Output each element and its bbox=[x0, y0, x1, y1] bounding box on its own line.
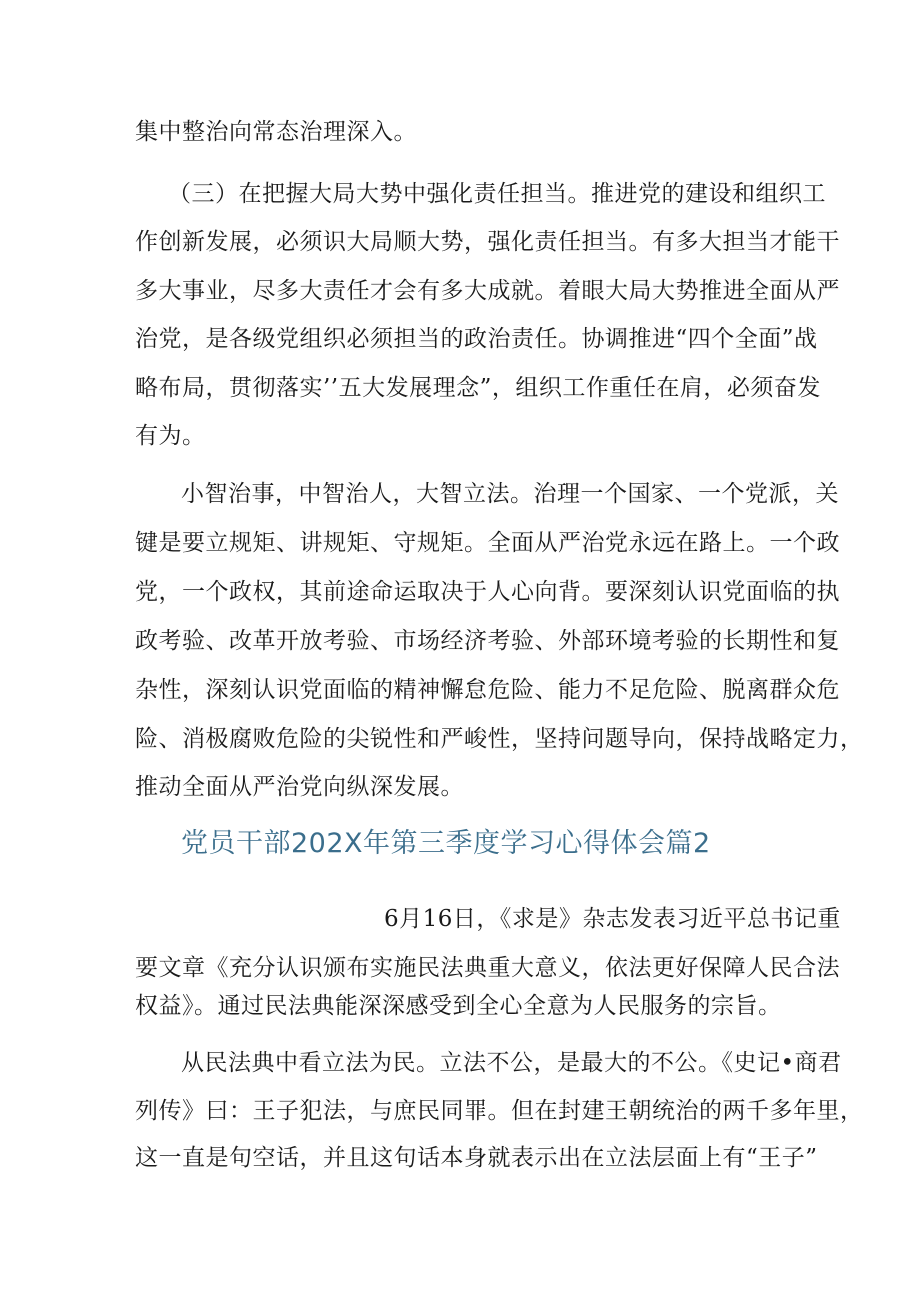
text-line: 作创新发展，必须识大局顺大势，强化责任担当。有多大担当才能干 bbox=[135, 229, 840, 255]
text-line: 要文章《充分认识颁布实施民法典重大意义，依法更好保障人民合法 bbox=[135, 955, 840, 981]
text-line: 小智治事，中智治人，大智立法。治理一个国家、一个党派，关 bbox=[181, 481, 839, 507]
text-line: 略布局，贯彻落实’’五大发展理念”，组织工作重任在肩，必须奋发 bbox=[135, 375, 821, 401]
text-line: 党，一个政权，其前途命运取决于人心向背。要深刻认识党面临的执 bbox=[135, 579, 840, 605]
text-line: 有为。 bbox=[135, 423, 206, 449]
text-line: 政考验、改革开放考验、市场经济考验、外部环境考验的长期性和复 bbox=[135, 628, 840, 654]
text-line: 集中整治向常态治理深入。 bbox=[135, 119, 417, 145]
text-line: 6月16日，《求是》杂志发表习近平总书记重 bbox=[384, 906, 841, 932]
text-line: 键是要立规矩、讲规矩、守规矩。全面从严治党永远在路上。一个政 bbox=[135, 530, 840, 556]
text-line: （三）在把握大局大势中强化责任担当。推进党的建设和组织工 bbox=[168, 181, 826, 207]
text-line: 这一直是句空话，并且这句话本身就表示出在立法层面上有“王子” bbox=[135, 1145, 818, 1171]
text-line: 从民法典中看立法为民。立法不公，是最大的不公。《史记•商君 bbox=[181, 1050, 842, 1076]
text-line: 杂性，深刻认识党面临的精神懈怠危险、能力不足危险、脱离群众危 bbox=[135, 677, 840, 703]
text-line: 列传》曰：王子犯法，与庶民同罪。但在封建王朝统治的两千多年里， bbox=[135, 1098, 864, 1124]
text-line: 多大事业，尽多大责任才会有多大成就。着眼大局大势推进全面从严 bbox=[135, 278, 840, 304]
text-line: 推动全面从严治党向纵深发展。 bbox=[135, 774, 464, 800]
text-line: 权益》。通过民法典能深深感受到全心全意为人民服务的宗旨。 bbox=[135, 993, 782, 1019]
text-line: 险、消极腐败危险的尖锐性和严峻性，坚持问题导向，保持战略定力， bbox=[135, 726, 864, 752]
section-heading: 党员干部202X年第三季度学习心得体会篇2 bbox=[181, 828, 711, 859]
text-line: 治党，是各级党组织必须担当的政治责任。协调推进“四个全面”战 bbox=[135, 326, 818, 352]
